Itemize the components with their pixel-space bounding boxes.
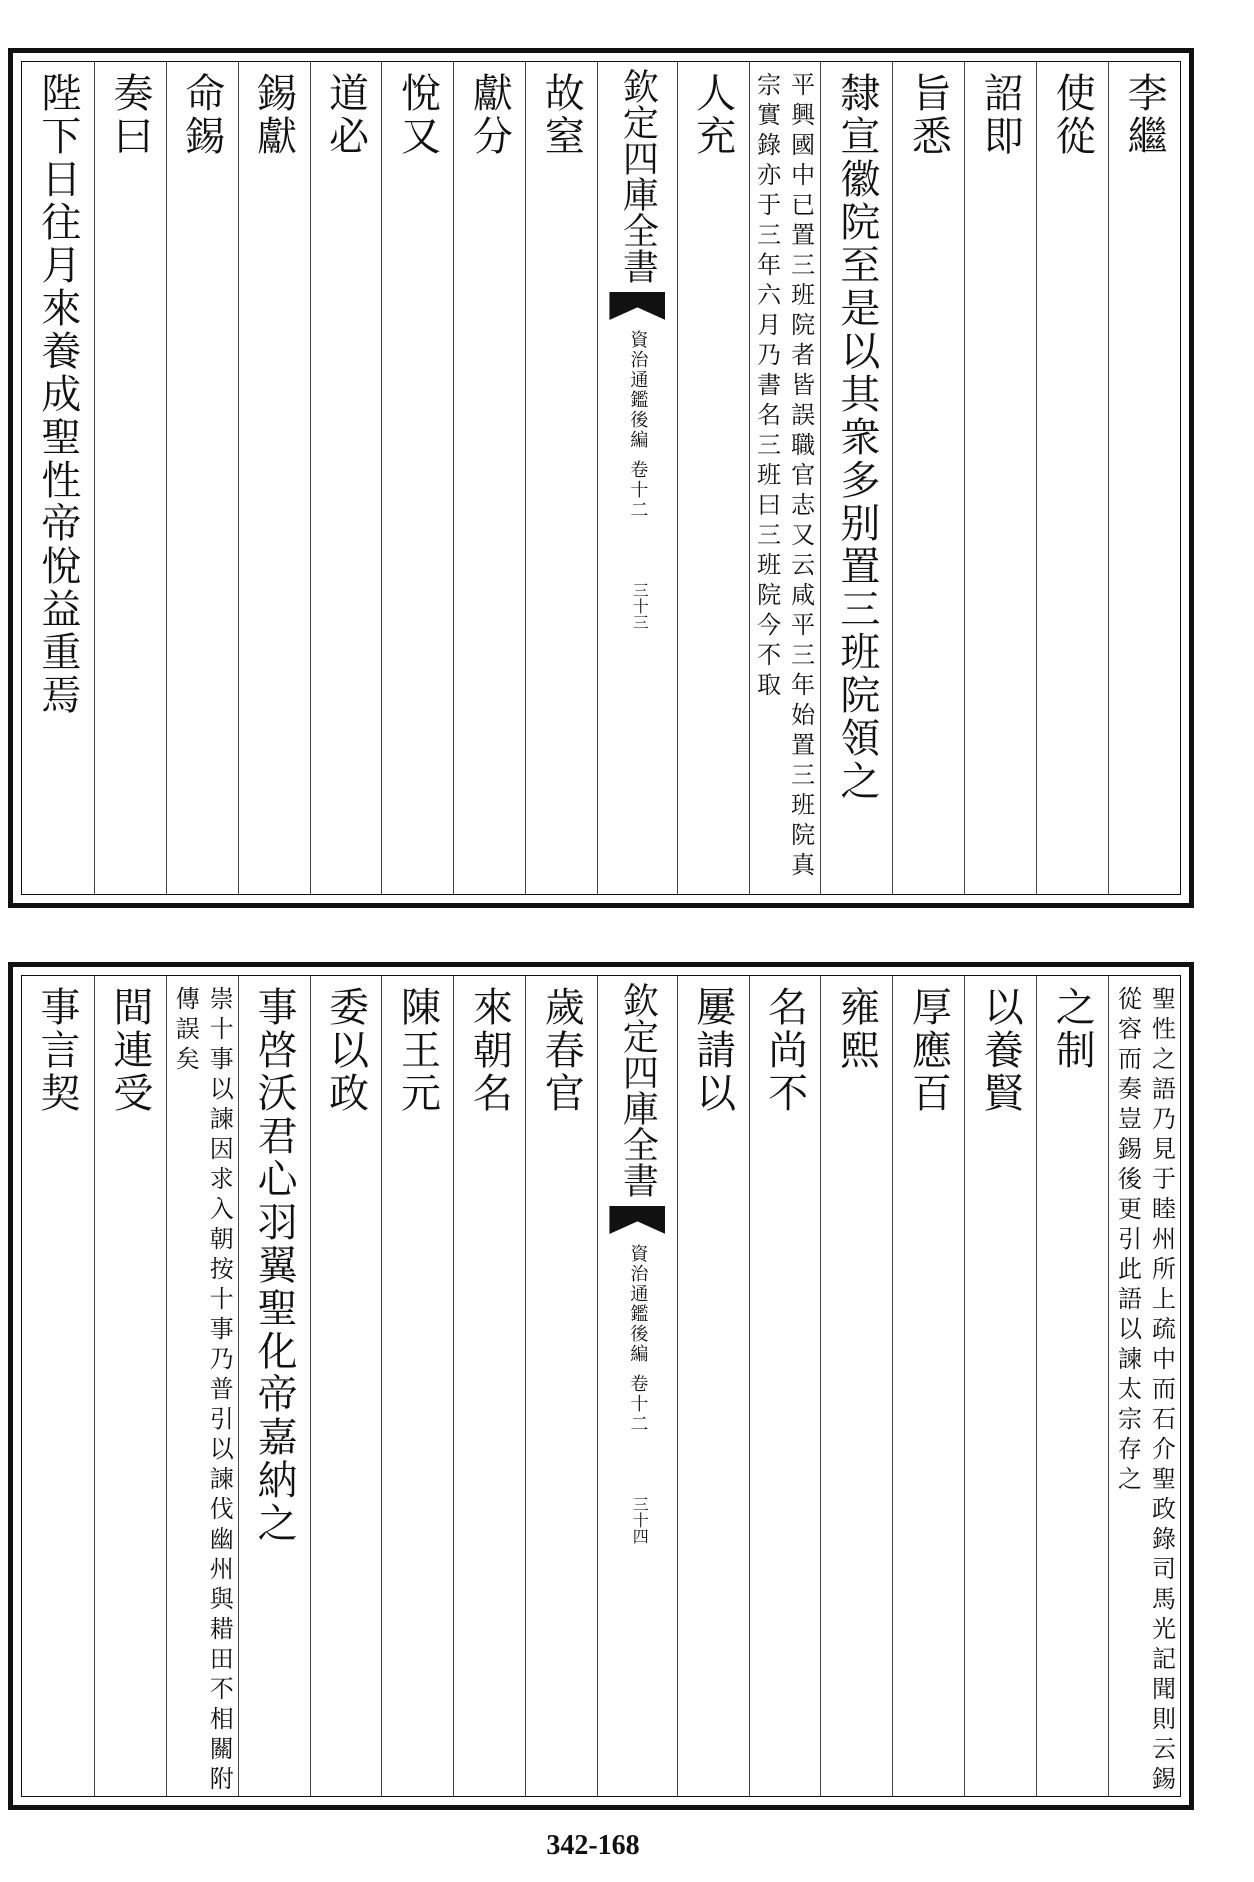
text-column	[892, 62, 964, 894]
column-text: 名尚不	[761, 986, 808, 1115]
volume-label: 卷十二	[627, 1374, 649, 1434]
bottom-page	[8, 962, 1194, 1810]
text-column	[381, 62, 453, 894]
top-page	[8, 48, 1194, 908]
text-column	[964, 976, 1036, 1796]
column-text: 詔即	[977, 72, 1024, 158]
column-text: 悅又	[394, 72, 441, 158]
column-text: 陛下日往月來養成聖性帝悅益重焉	[34, 72, 81, 717]
column-text: 間連受	[106, 986, 153, 1115]
book-header: 欽定四庫全書	[617, 982, 659, 1198]
text-column	[94, 62, 166, 894]
text-column	[1036, 62, 1108, 894]
column-text: 來朝名	[466, 986, 513, 1115]
column-text: 李繼	[1121, 72, 1168, 158]
top-columns	[22, 62, 1180, 894]
text-column	[310, 976, 382, 1796]
note-column	[166, 976, 238, 1796]
text-column	[381, 976, 453, 1796]
column-text: 隸宣徽院至是以其衆多别置三班院領之	[833, 72, 880, 803]
column-text: 奏曰	[106, 72, 153, 158]
book-title: 資治通鑑後編	[627, 1244, 649, 1364]
text-column	[94, 976, 166, 1796]
top-page-frame	[21, 61, 1181, 895]
annotation-text: 平興國中已置三班院者皆誤職官志又云咸平三年始置三班院真宗實錄亦于三年六月乃書名三班曰三班院今不取	[752, 72, 815, 882]
text-column	[820, 62, 892, 894]
column-text: 陳王元	[394, 986, 441, 1115]
column-text: 人充	[689, 72, 736, 158]
text-column	[1036, 976, 1108, 1796]
folio-number: 三十三	[630, 582, 650, 630]
text-column	[22, 976, 94, 1796]
text-column	[22, 62, 94, 894]
text-column	[525, 62, 597, 894]
column-text: 錫獻	[250, 72, 297, 158]
text-column	[525, 976, 597, 1796]
text-column	[820, 976, 892, 1796]
note-column	[1108, 976, 1180, 1796]
text-column	[677, 976, 749, 1796]
column-text: 委以政	[322, 986, 369, 1115]
fish-tail-mark	[609, 1206, 665, 1234]
column-text: 道必	[322, 72, 369, 158]
column-text: 故窒	[538, 72, 585, 158]
text-column	[238, 62, 310, 894]
column-text: 歲春官	[538, 986, 585, 1115]
text-column	[453, 976, 525, 1796]
text-column	[166, 62, 238, 894]
column-text: 以養賢	[977, 986, 1024, 1115]
annotation-text: 聖性之語乃見于睦州所上疏中而石介聖政錄司馬光記聞則云錫從容而奏豈錫後更引此語以諫太宗存之	[1113, 986, 1176, 1796]
book-title: 資治通鑑後編	[627, 330, 649, 450]
text-column	[310, 62, 382, 894]
text-column	[964, 62, 1036, 894]
column-text: 之制	[1049, 986, 1096, 1072]
volume-label: 卷十二	[627, 460, 649, 520]
column-text: 厚應百	[905, 986, 952, 1115]
book-header: 欽定四庫全書	[617, 68, 659, 284]
text-column	[453, 62, 525, 894]
page-center-fold	[597, 62, 676, 894]
text-column	[749, 976, 821, 1796]
text-column	[1108, 62, 1180, 894]
column-text: 屢請以	[689, 986, 736, 1115]
note-column	[749, 62, 821, 894]
column-text: 命錫	[178, 72, 225, 158]
bottom-columns	[22, 976, 1180, 1796]
text-column	[238, 976, 310, 1796]
text-column	[677, 62, 749, 894]
annotation-text: 崇十事以諫因求入朝按十事乃普引以諫伐幽州與耤田不相關附傳誤矣	[171, 986, 234, 1796]
fish-tail-mark	[609, 292, 665, 320]
column-text: 事啓沃君心羽翼聖化帝嘉納之	[251, 986, 298, 1545]
folio-number: 三十四	[630, 1496, 650, 1544]
text-column	[892, 976, 964, 1796]
page-footer-number: 342-168	[546, 1830, 640, 1861]
bottom-page-frame	[21, 975, 1181, 1797]
column-text: 雍熙	[833, 986, 880, 1072]
page-center-fold	[597, 976, 676, 1796]
column-text: 獻分	[466, 72, 513, 158]
column-text: 旨悉	[905, 72, 952, 158]
column-text: 事言契	[34, 986, 80, 1115]
column-text: 使從	[1049, 72, 1096, 158]
